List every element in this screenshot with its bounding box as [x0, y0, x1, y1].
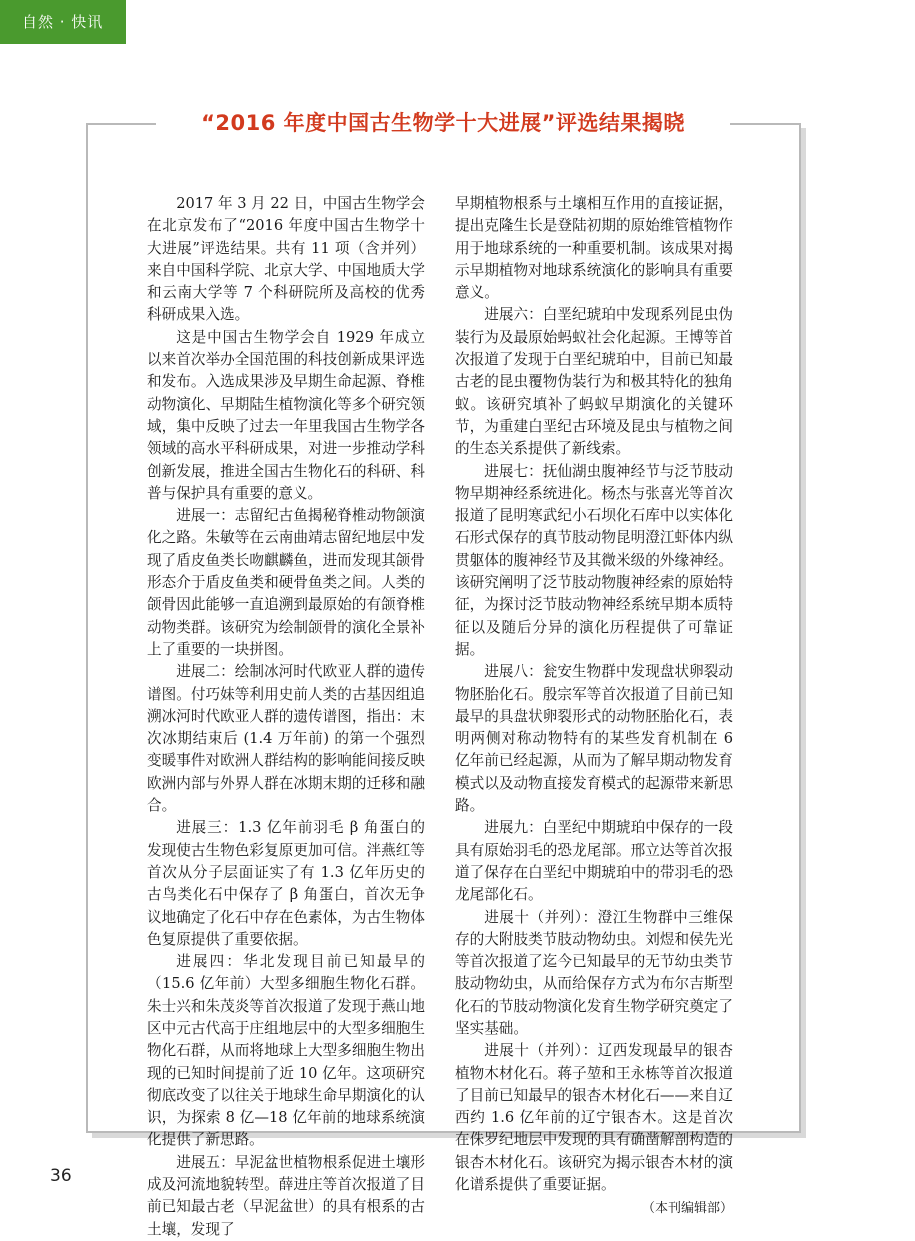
paragraph: 进展三：1.3 亿年前羽毛 β 角蛋白的发现使古生物色彩复原更加可信。泮燕红等首次从分子层面证实了有 1.3 亿年历史的古鸟类化石中保存了 β 角蛋白，首次无争议地确定了化石中存在色素体，为古生物体色复原提供了重要依据。 — [147, 819, 425, 948]
right-column — [455, 193, 733, 1221]
frame-top-left-rule — [86, 123, 156, 125]
section-tab: 自然 · 快讯 — [0, 0, 126, 44]
paragraph: 进展一：志留纪古鱼揭秘脊椎动物颌演化之路。朱敏等在云南曲靖志留纪地层中发现了盾皮鱼类长吻麒麟鱼，进而发现其颌骨形态介于盾皮鱼类和硬骨鱼类之间。人类的颌骨因此能够一直追溯到最原始的有颌脊椎动物类群。该研究为绘制颌骨的演化全景补上了重要的一块拼图。 — [147, 507, 425, 658]
paragraph: 进展六：白垩纪琥珀中发现系列昆虫伪装行为及最原始蚂蚁社会化起源。王博等首次报道了发现于白垩纪琥珀中，目前已知最古老的昆虫覆物伪装行为和极其特化的独角蚁。该研究填补了蚂蚁早期演化的关键环节，为重建白垩纪古环境及昆虫与植物之间的生态关系提供了新线索。 — [455, 306, 733, 458]
paragraph: 进展九：白垩纪中期琥珀中保存的一段具有原始羽毛的恐龙尾部。邢立达等首次报道了保存在白垩纪中期琥珀中的带羽毛的恐龙尾部化石。 — [455, 819, 733, 904]
paragraph: 进展十（并列）：辽西发现最早的银杏植物木材化石。蒋子堃和王永栋等首次报道了目前已知最早的银杏木材化石——来自辽西约 1.6 亿年前的辽宁银杏木。这是首次在侏罗纪地层中发现的具有确凿解剖构造的银杏木材化石。该研究为揭示银杏木材的演化谱系提供了重要证据。 — [455, 1042, 733, 1194]
paragraph: 进展八：瓮安生物群中发现盘状卵裂动物胚胎化石。殷宗军等首次报道了目前已知最早的具盘状卵裂形式的动物胚胎化石，表明两侧对称动物特有的某些发育机制在 6 亿年前已经起源，从而为了解早期动物发育模式以及动物直接发育模式的起源带来新思路。 — [455, 663, 733, 815]
paragraph: 进展二：绘制冰河时代欧亚人群的遗传谱图。付巧妹等利用史前人类的古基因组追溯冰河时代欧亚人群的遗传谱图，指出：末次冰期结束后 (1.4 万年前) 的第一个强烈变暖事件对欧洲人群结构的影响能间接反映欧洲内部与外界人群在冰期末期的迁移和融合。 — [147, 663, 425, 815]
paragraph: 进展五：早泥盆世植物根系促进土壤形成及河流地貌转型。薛进庄等首次报道了目前已知最古老（早泥盆世）的具有根系的古土壤，发现了 — [147, 1153, 425, 1238]
frame-shadow-right — [801, 128, 806, 1138]
paragraph: 这是中国古生物学会自 1929 年成立以来首次举办全国范围的科技创新成果评选和发布。入选成果涉及早期生命起源、脊椎动物演化、早期陆生植物演化等多个研究领域，集中反映了过去一年里我国古生物学各领域的高水平科研成果，对进一步推动学科创新发展，推进全国古生物化石的科研、科普与保护具有重要的意义。 — [147, 328, 425, 502]
frame-top-right-rule — [730, 123, 801, 125]
paragraph: 2017 年 3 月 22 日，中国古生物学会在北京发布了“2016 年度中国古生物学十大进展”评选结果。共有 11 项（含并列）来自中国科学院、北京大学、中国地质大学和云南大学等 7 个科研院所及高校的优秀科研成果入选。 — [147, 195, 425, 324]
paragraph: 进展四：华北发现目前已知最早的（15.6 亿年前）大型多细胞生物化石群。朱士兴和朱茂炎等首次报道了发现于燕山地区中元古代高于庄组地层中的大型多细胞生物化石群，从而将地球上大型多细胞生物出现的已知时间提前了近 10 亿年。这项研究彻底改变了以往关于地球生命早期演化的认识，为探索 8 亿—18 亿年前的地球系统演化提供了新思路。 — [147, 953, 425, 1149]
left-column — [147, 193, 425, 1241]
paragraph-continued: 早期植物根系与土壤相互作用的直接证据，提出克隆生长是登陆初期的原始维管植物作用于地球系统的一种重要机制。该成果对揭示早期植物对地球系统演化的影响具有重要意义。 — [455, 195, 733, 302]
paragraph: 进展七：抚仙湖虫腹神经节与泛节肢动物早期神经系统进化。杨杰与张喜光等首次报道了昆明寒武纪小石坝化石库中以实体化石形式保存的真节肢动物昆明澄江虾体内纵贯躯体的腹神经节及其微米级的外缘神经。该研究阐明了泛节肢动物腹神经索的原始特征，为探讨泛节肢动物神经系统早期本质特征以及随后分异的演化历程提供了可靠证据。 — [455, 462, 733, 658]
signature: （本刊编辑部） — [641, 1201, 733, 1217]
page-number: 36 — [50, 1166, 72, 1186]
article-title: “2016 年度中国古生物学十大进展”评选结果揭晓 — [160, 105, 726, 141]
paragraph: 进展十（并列）：澄江生物群中三维保存的大附肢类节肢动物幼虫。刘煜和侯先光等首次报道了迄今已知最早的无节幼虫类节肢动物幼虫，从而给保存方式为布尔吉斯型化石的节肢动物演化发育生物学研究奠定了坚实基础。 — [455, 908, 733, 1037]
